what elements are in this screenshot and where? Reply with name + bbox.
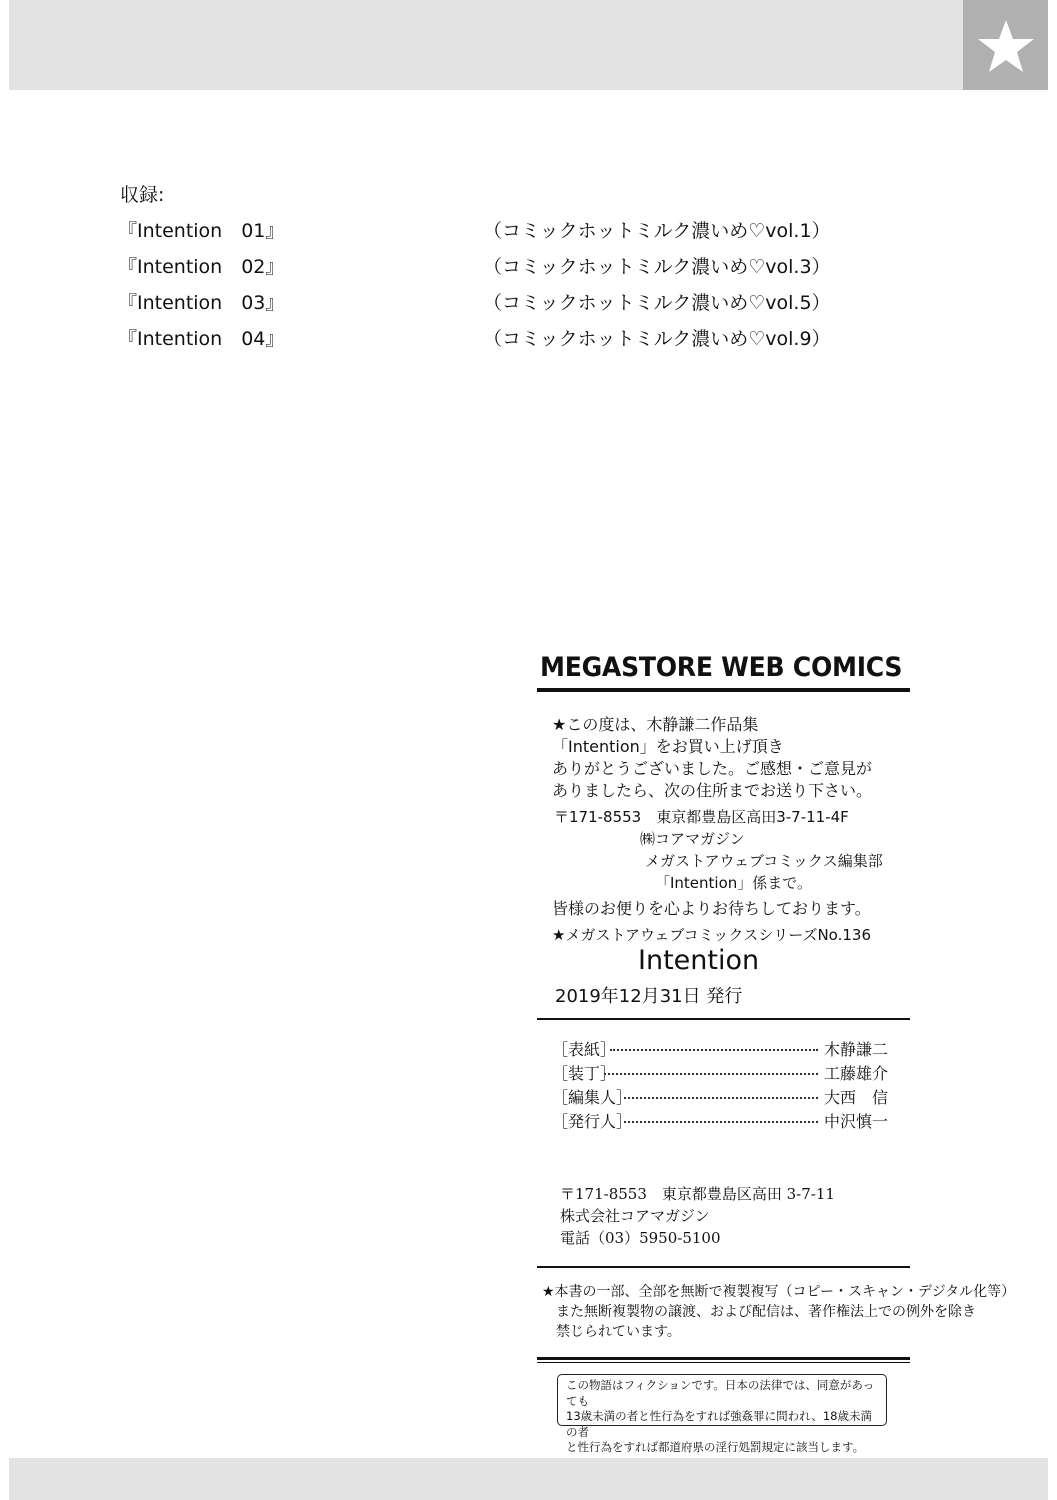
copyright-line: また無断複製物の譲渡、および配信は、著作権法上での例外を除き (556, 1304, 976, 1320)
mail-dept: メガストアウェブコミックス編集部 (645, 852, 883, 870)
notice-line: と性行為をすれば都道府県の淫行処罰規定に該当します。 (566, 1440, 865, 1454)
dot-leader (624, 1121, 818, 1123)
contents-source: （コミックホットミルク濃いめ♡vol.3） (483, 256, 831, 278)
mail-company: ㈱コアマガジン (640, 830, 745, 848)
contents-title: 収録: (120, 184, 165, 206)
contents-item (118, 216, 831, 242)
contents-item (118, 324, 831, 350)
brand-underline (537, 688, 910, 692)
star-icon (976, 18, 1036, 74)
credit-role: ［表紙］ (552, 1040, 617, 1059)
copyright-line: 禁じられています。 (556, 1324, 681, 1340)
credit-row (552, 1087, 888, 1109)
thanks-line: ありがとうございました。ご感想・ご意見が (552, 759, 873, 778)
contents-source: （コミックホットミルク濃いめ♡vol.9） (483, 328, 831, 350)
credit-role: ［装丁］ (552, 1064, 617, 1083)
top-band (9, 0, 963, 90)
star-tab (963, 0, 1048, 90)
closing-text: 皆様のお便りを心よりお待ちしております。 (552, 899, 871, 918)
dot-leader (610, 1049, 818, 1051)
contents-work: 『Intention 01』 (118, 220, 285, 242)
credit-name: 中沢慎一 (823, 1112, 888, 1131)
fiction-notice (557, 1374, 887, 1454)
contents-work: 『Intention 03』 (118, 292, 285, 314)
divider-middle (537, 1266, 910, 1268)
contents-source: （コミックホットミルク濃いめ♡vol.1） (483, 220, 831, 242)
contents-source: （コミックホットミルク濃いめ♡vol.5） (483, 292, 831, 314)
credit-role: ［発行人］ (552, 1112, 633, 1131)
contents-work: 『Intention 04』 (118, 328, 285, 350)
contents-item (118, 288, 831, 314)
mail-attn: 「Intention」係まで。 (655, 874, 812, 892)
mail-address: 〒171-8553 東京都豊島区高田3-7-11-4F (554, 808, 849, 826)
brand-title: MEGASTORE WEB COMICS (540, 652, 903, 683)
dot-leader (604, 1073, 818, 1075)
contents-item (118, 252, 831, 278)
publisher-phone: 電話（03）5950-5100 (560, 1229, 721, 1247)
credit-role: ［編集人］ (552, 1088, 633, 1107)
publisher-name: 株式会社コアマガジン (560, 1207, 710, 1225)
thanks-line: 「Intention」をお買い上げ頂き (552, 737, 784, 756)
divider-thin (537, 1362, 910, 1363)
credit-row (552, 1063, 888, 1085)
publisher-address: 〒171-8553 東京都豊島区高田 3-7-11 (560, 1185, 835, 1203)
book-title: Intention (638, 945, 760, 976)
notice-line: この物語はフィクションです。日本の法律では、同意があっても (566, 1378, 875, 1408)
thanks-line: ありましたら、次の住所までお送り下さい。 (552, 781, 873, 800)
copyright-line: ★本書の一部、全部を無断で複製複写（コピー・スキャン・デジタル化等） (542, 1284, 1016, 1300)
credit-name: 大西 信 (823, 1088, 888, 1107)
dot-leader (624, 1097, 818, 1099)
credit-name: 木静謙二 (823, 1040, 888, 1059)
divider-top (537, 1018, 910, 1020)
notice-line: 13歳未満の者と性行為をすれば強姦罪に問われ、18歳未満の者 (566, 1409, 872, 1439)
credit-name: 工藤雄介 (823, 1064, 888, 1083)
issue-date: 2019年12月31日 発行 (555, 986, 743, 1007)
thanks-line: ★この度は、木静謙二作品集 (552, 715, 759, 734)
credit-row (552, 1039, 888, 1061)
series-label: ★メガストアウェブコミックスシリーズNo.136 (552, 926, 871, 944)
credit-row (552, 1111, 888, 1133)
contents-work: 『Intention 02』 (118, 256, 285, 278)
bottom-band (9, 1458, 1048, 1500)
divider-thick (537, 1357, 910, 1360)
